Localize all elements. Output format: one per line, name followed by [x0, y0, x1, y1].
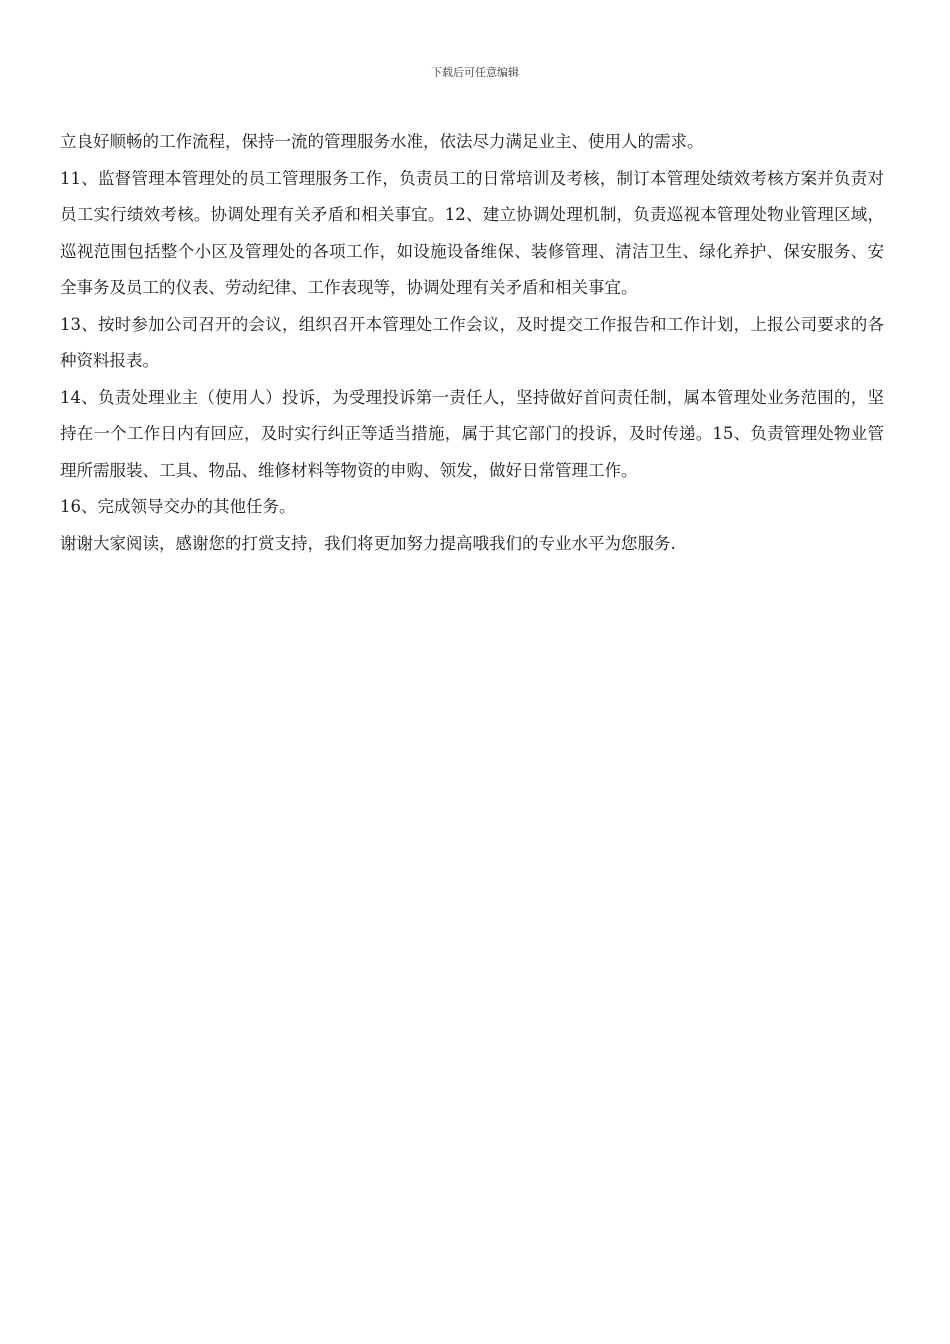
- page-header: 下载后可任意编辑: [431, 66, 519, 79]
- document-body: [60, 124, 884, 562]
- paragraph-thanks: 谢谢大家阅读，感谢您的打赏支持，我们将更加努力提高哦我们的专业水平为您服务.: [60, 533, 676, 553]
- paragraph-workflow: 立良好顺畅的工作流程，保持一流的管理服务水准，依法尽力满足业主、使用人的需求。: [60, 132, 704, 151]
- paragraph-item-16: 16、完成领导交办的其他任务。: [60, 497, 296, 516]
- paragraph-item-13: 13、按时参加公司召开的会议，组织召开本管理处工作会议，及时提交工作报告和工作计划，上报公司要求的各种资料报表。: [60, 314, 884, 370]
- paragraph-item-14-15: 14、负责处理业主（使用人）投诉，为受理投诉第一责任人，坚持做好首问责任制，属本管理处业务范围的，坚持在一个工作日内有回应，及时实行纠正等适当措施，属于其它部门的投诉，及时传递。15、负责管理处物业管理所需服装、工具、物品、维修材料等物资的申购、领发，做好日常管理工作。: [60, 387, 884, 480]
- paragraph-item-11-12: 11、监督管理本管理处的员工管理服务工作，负责员工的日常培训及考核，制订本管理处绩效考核方案并负责对员工实行绩效考核。协调处理有关矛盾和相关事宜。12、建立协调处理机制，负责巡视本管理处物业管理区域，巡视范围包括整个小区及管理处的各项工作，如设施设备维保、装修管理、清洁卫生、绿化养护、保安服务、安全事务及员工的仪表、劳动纪律、工作表现等，协调处理有关矛盾和相关事宜。: [60, 168, 884, 297]
